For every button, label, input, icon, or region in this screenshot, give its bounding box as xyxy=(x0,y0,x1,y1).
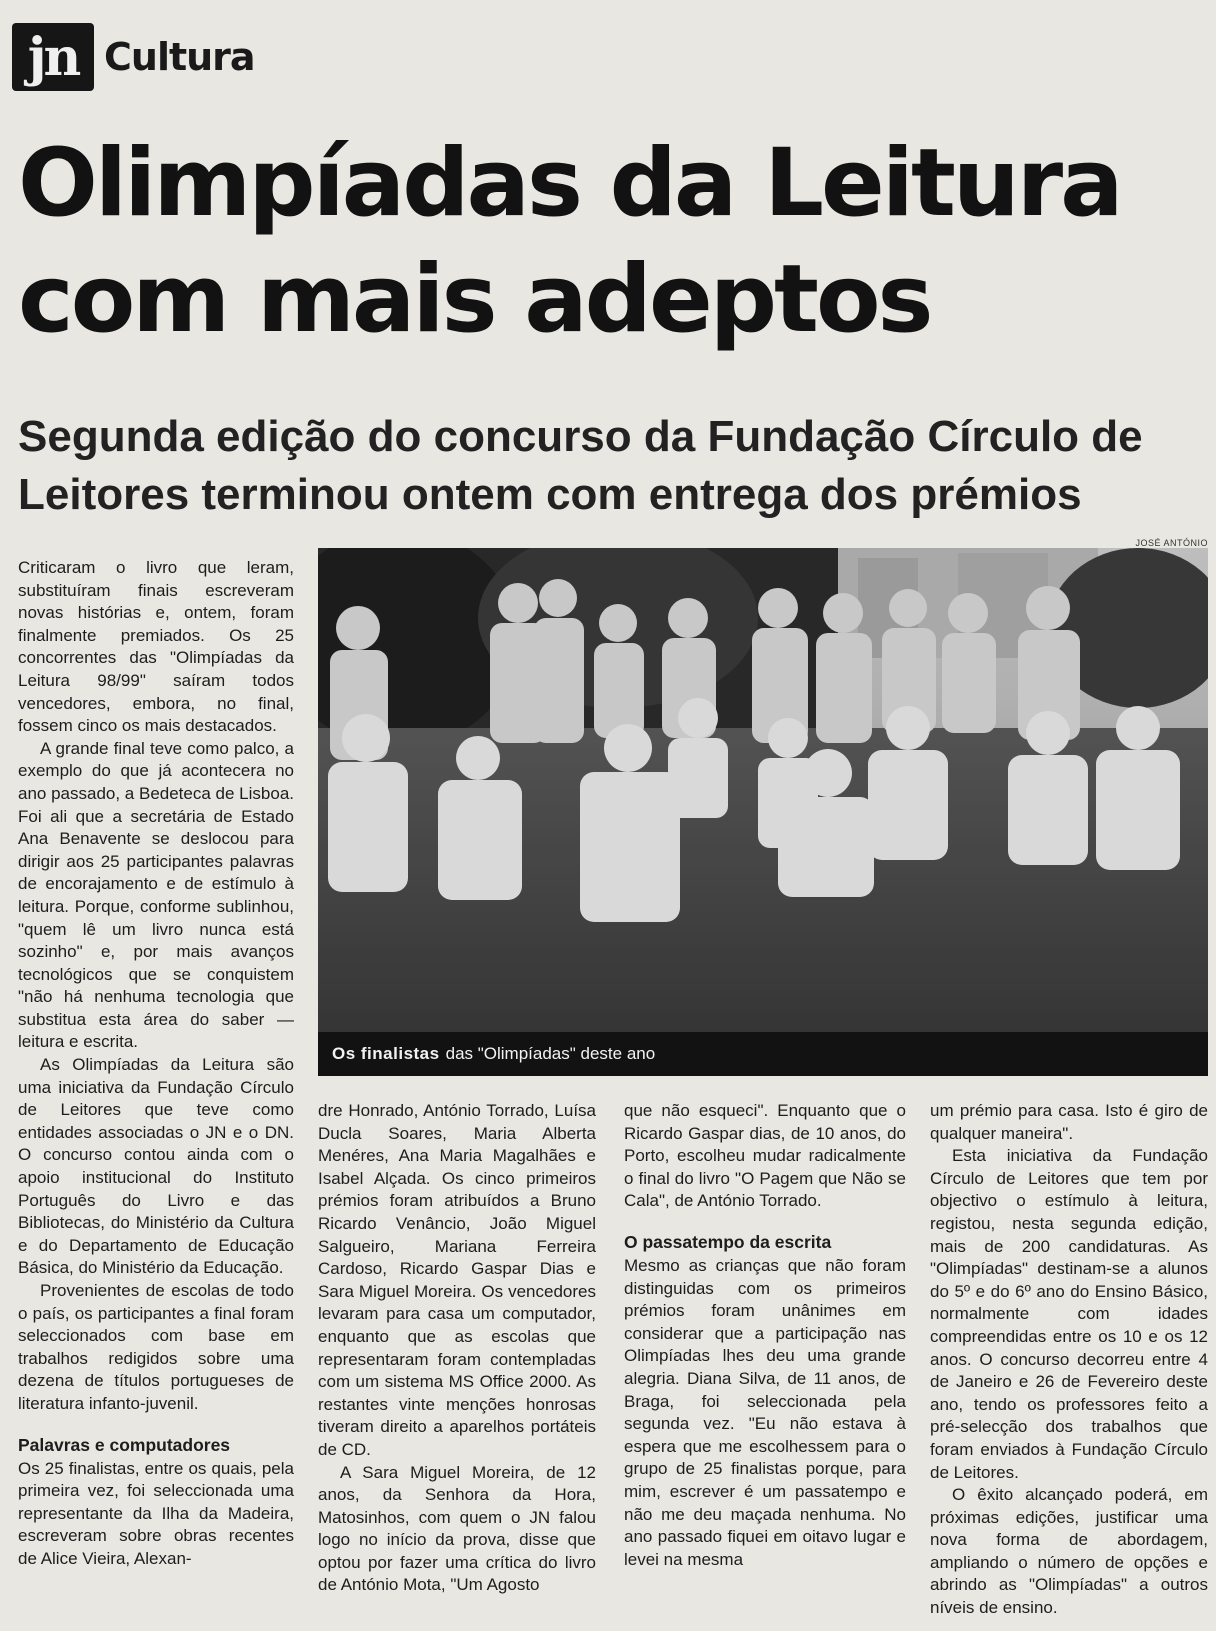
caption-bold: Os finalistas xyxy=(332,1044,440,1063)
caption-text: das "Olimpíadas" deste ano xyxy=(445,1044,656,1063)
paragraph: Provenientes de escolas de todo o país, os participantes a final foram seleccionados com base em trabalhos redigidos sobre uma dezena de títulos portugueses de literatura infanto-juvenil. xyxy=(18,1281,294,1413)
paragraph: um prémio para casa. Isto é giro de qualquer maneira". xyxy=(930,1101,1208,1143)
subheadline: Segunda edição do concurso da Fundação Círculo de Leitores terminou ontem com entrega dos prémios xyxy=(18,412,1143,519)
paragraph: A grande final teve como palco, a exemplo do que já acontecera no ano passado, a Bedeteca de Lisboa. Foi ali que a secretária de Estado Ana Benavente se deslocou para dirigir aos 25 participantes palavras de encorajamento e de estímulo à leitura. Porque, conforme sublinhou, "quem lê um livro nunca está sozinho" e, por mais avanços tecnológicos que se conquistem "não há nenhuma tecnologia que substitua esta área do saber — leitura e escrita. xyxy=(18,738,294,1052)
jn-logo: jn xyxy=(12,23,94,91)
group-photo xyxy=(318,548,1208,1076)
paragraph: Esta iniciativa da Fundação Círculo de Leitores que tem por objectivo o estímulo à leitura, registou, nesta segunda edição, mais de 200 candidaturas. As "Olimpíadas" destinam-se a alunos do 5º e do 6º ano do Ensino Básico, normalmente com idades compreendidas entre os 10 e os 12 anos. O concurso decorreu entre 4 de Janeiro e 26 de Fevereiro deste ano, tendo os professores feito a pré-selecção dos trabalhos que foram enviados à Fundação Círculo de Leitores. xyxy=(930,1146,1208,1482)
section-title: Cultura xyxy=(104,35,255,79)
article-column-4 xyxy=(930,1100,1208,1620)
paragraph: As Olimpíadas da Leitura são uma iniciativa da Fundação Círculo de Leitores que teve como entidades associadas o JN e o DN. O concurso contou ainda com o apoio institucional do Instituto Português do Livro e das Bibliotecas, do Ministério da Cultura e do Departamento de Educação Básica, do Ministério da Educação. xyxy=(18,1055,294,1278)
photo-image xyxy=(318,548,1208,1032)
article-column-1 xyxy=(18,557,294,1571)
headline: Olimpíadas da Leitura com mais adeptos xyxy=(18,129,1121,354)
article-column-3 xyxy=(624,1100,906,1571)
masthead xyxy=(12,22,255,92)
article-column-2 xyxy=(318,1100,596,1597)
paragraph: O êxito alcançado poderá, em próximas edições, justificar uma nova forma de abordagem, ampliando o número de opções e abrindo as "Olimpíadas" a outros níveis de ensino. xyxy=(930,1485,1208,1618)
paragraph: dre Honrado, António Torrado, Luísa Ducla Soares, Maria Alberta Menéres, Ana Maria Magalhães e Isabel Alçada. Os cinco primeiros prémios foram atribuídos a Bruno Ricardo Venâncio, João Miguel Salgueiro, Mariana Ferreira Cardoso, Ricardo Gaspar Dias e Sara Miguel Moreira. Os vencedores levaram para casa um computador, enquanto que as escolas que representaram foram contempladas com um sistema MS Office 2000. As restantes vinte menções honrosas tiveram direito a aparelhos portáteis de CD. xyxy=(318,1101,596,1459)
paragraph: Os 25 finalistas, entre os quais, pela primeira vez, foi seleccionada uma representante da Ilha da Madeira, escreveram sobre obras recentes de Alice Vieira, Alexan- xyxy=(18,1458,294,1568)
paragraph: Mesmo as crianças que não foram distinguidas com os primeiros prémios foram unânimes em considerar que a participação nas Olimpíadas lhes deu uma grande alegria. Diana Silva, de 11 anos, de Braga, foi seleccionada pela segunda vez. "Eu não estava à espera que me escolhessem para o grupo de 25 finalistas porque, para mim, escrever é um passatempo e não me deu maçada nenhuma. No ano passado fiquei em oitavo lugar e levei na mesma xyxy=(624,1255,906,1569)
photo-credit: JOSÉ ANTÓNIO xyxy=(1135,538,1208,548)
paragraph: que não esqueci". Enquanto que o Ricardo Gaspar dias, de 10 anos, do Porto, escolheu mudar radicalmente o final do livro "O Pagem que Não se Cala", de António Torrado. xyxy=(624,1101,906,1211)
paragraph: Criticaram o livro que leram, substituíram finais escreveram novas histórias e, ontem, foram finalmente premiados. Os 25 concorrentes das "Olimpíadas da Leitura 98/99" saíram todos vencedores, embora, no final, fossem cinco os mais destacados. xyxy=(18,558,294,736)
photo-caption xyxy=(318,1032,1208,1076)
section-heading: Palavras e computadores xyxy=(18,1434,231,1455)
section-heading: O passatempo da escrita xyxy=(624,1231,832,1252)
paragraph: A Sara Miguel Moreira, de 12 anos, da Senhora da Hora, Matosinhos, com quem o JN falou logo no início da prova, disse que optou por fazer uma crítica do livro de António Mota, "Um Agosto xyxy=(318,1462,596,1595)
